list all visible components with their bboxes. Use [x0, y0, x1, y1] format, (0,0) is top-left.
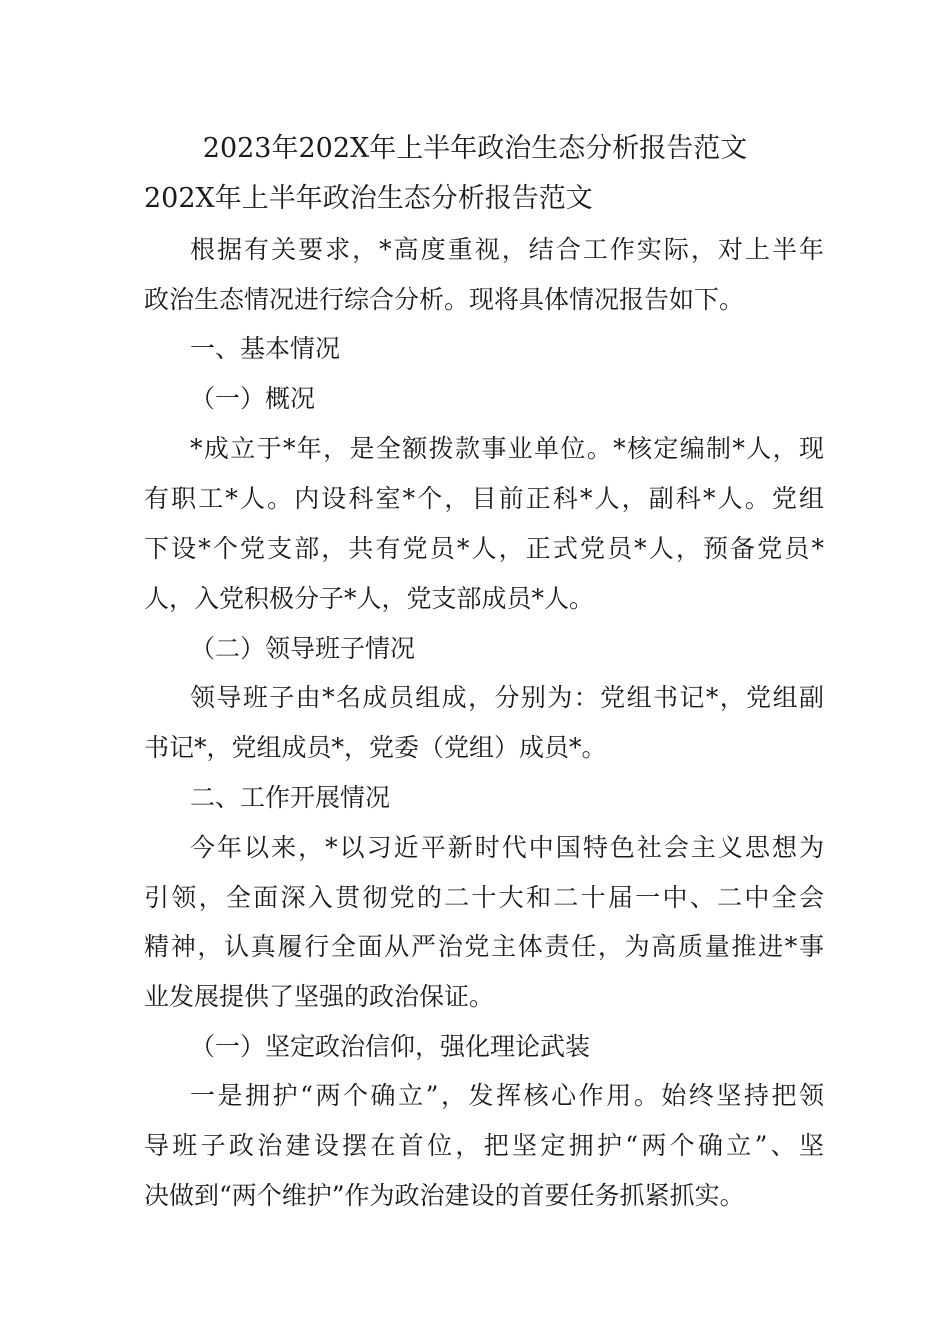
document-title: 2023年202X年上半年政治生态分析报告范文 [202, 133, 748, 164]
overview-line-3: 下设*个党支部，共有党员*人，正式党员*人，预备党员* [144, 534, 824, 563]
belief-line-3: 决做到“两个维护”作为政治建设的首要任务抓紧抓实。 [144, 1181, 745, 1210]
section-1-sub-2-heading: （二）领导班子情况 [190, 634, 416, 663]
intro-line-1: 根据有关要求，*高度重视，结合工作实际，对上半年 [190, 235, 824, 264]
section-2-heading: 二、工作开展情况 [190, 783, 391, 812]
overview-line-1: *成立于*年，是全额拨款事业单位。*核定编制*人，现 [190, 434, 824, 463]
work-line-2: 引领，全面深入贯彻党的二十大和二十届一中、二中全会 [144, 883, 824, 912]
belief-line-2: 导班子政治建设摆在首位，把坚定拥护“两个确立”、坚 [144, 1131, 824, 1160]
leadership-line-1: 领导班子由*名成员组成，分别为：党组书记*，党组副 [190, 683, 824, 712]
section-1-heading: 一、基本情况 [190, 334, 341, 363]
belief-line-1: 一是拥护“两个确立”，发挥核心作用。始终坚持把领 [190, 1081, 824, 1110]
document-subtitle: 202X年上半年政治生态分析报告范文 [144, 183, 593, 214]
work-line-3: 精神，认真履行全面从严治党主体责任，为高质量推进*事 [144, 932, 824, 961]
overview-line-2: 有职工*人。内设科室*个，目前正科*人，副科*人。党组 [144, 484, 824, 513]
leadership-line-2: 书记*，党组成员*，党委（党组）成员*。 [144, 733, 607, 762]
work-line-4: 业发展提供了坚强的政治保证。 [144, 982, 495, 1011]
section-1-sub-1-heading: （一）概况 [190, 384, 316, 413]
work-line-1: 今年以来，*以习近平新时代中国特色社会主义思想为 [190, 833, 824, 862]
intro-line-2: 政治生态情况进行综合分析。现将具体情况报告如下。 [144, 285, 745, 314]
overview-line-4: 人，入党积极分子*人，党支部成员*人。 [144, 584, 595, 613]
section-2-sub-1-heading: （一）坚定政治信仰，强化理论武装 [190, 1032, 591, 1061]
